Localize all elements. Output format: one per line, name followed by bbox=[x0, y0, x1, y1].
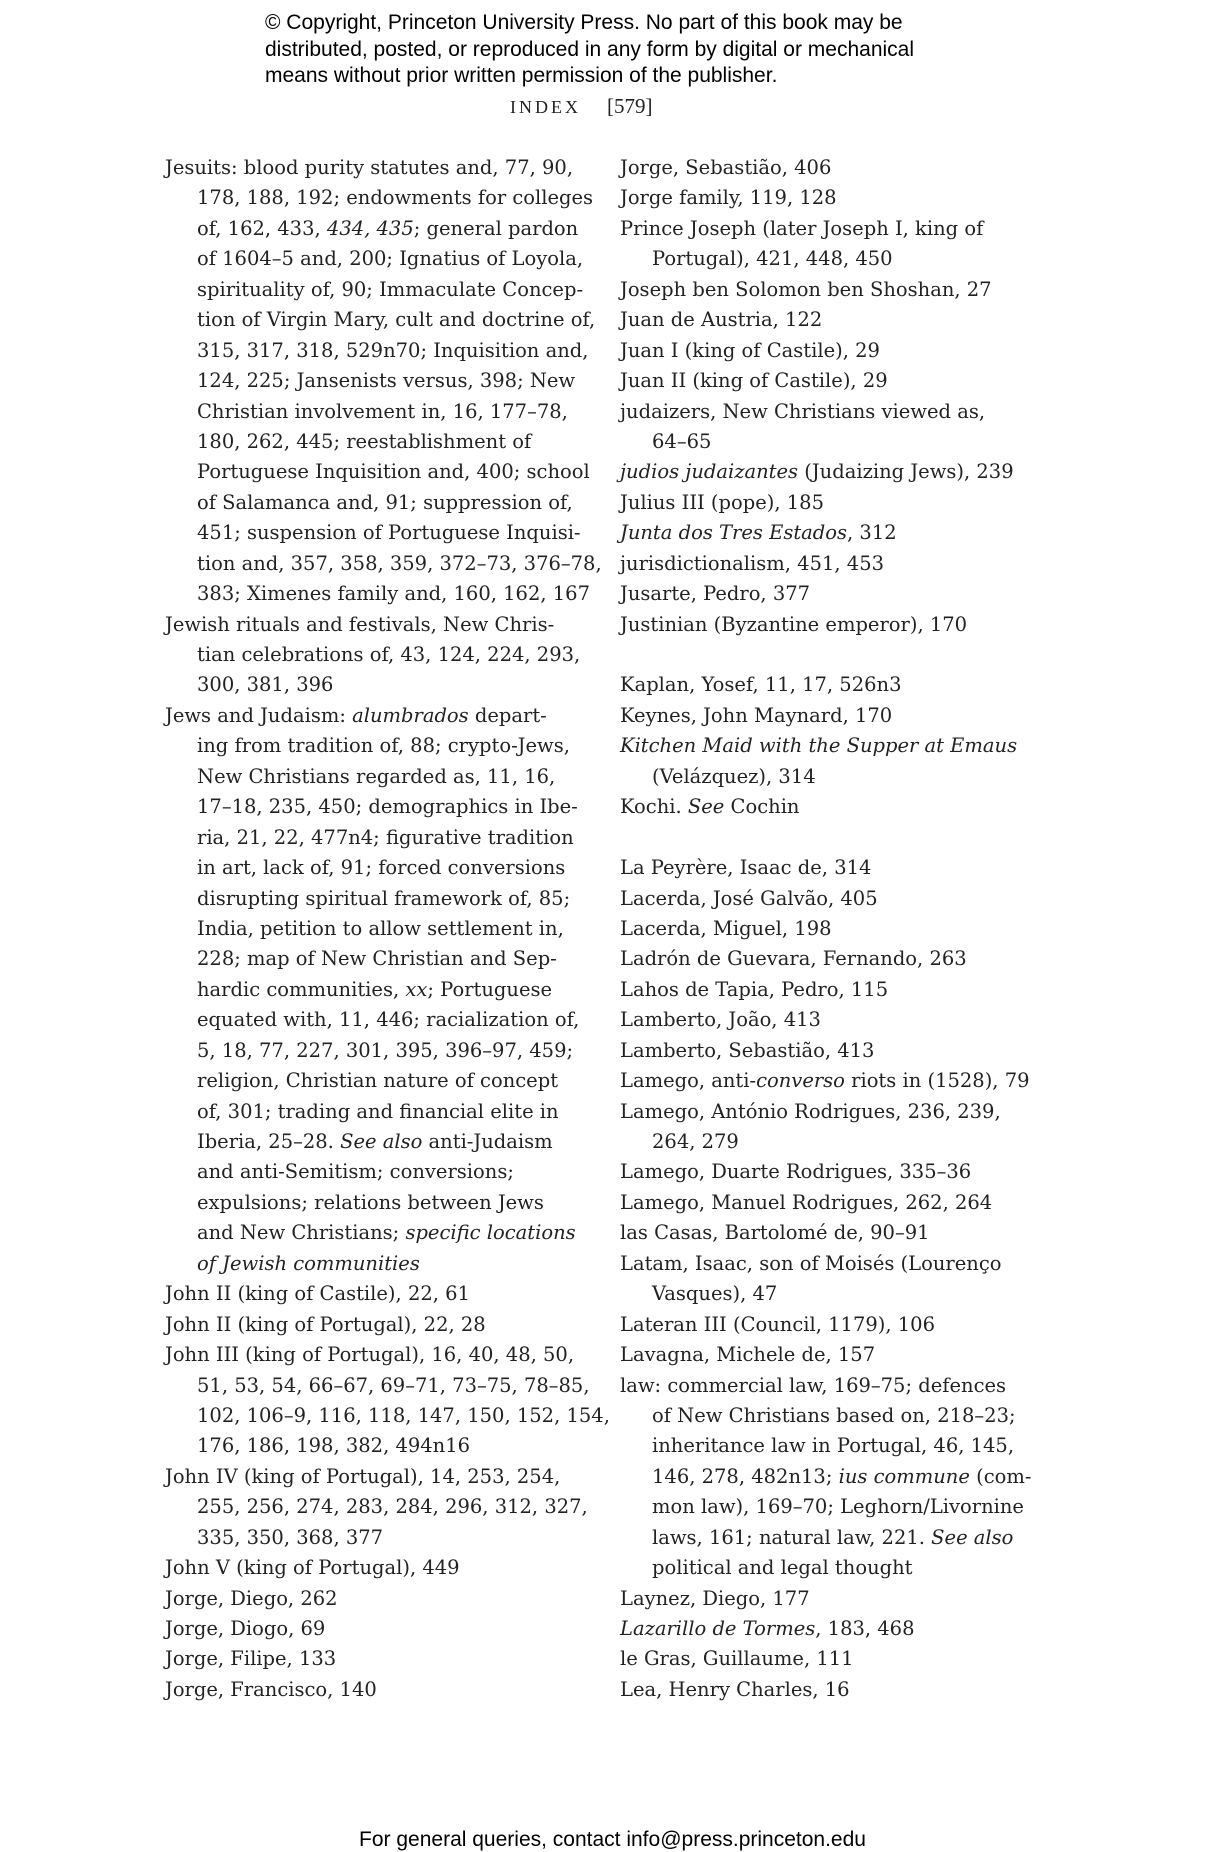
index-entry bbox=[620, 183, 1040, 213]
index-entry-heading: Lea, Henry Charles, 16 bbox=[620, 1677, 850, 1701]
index-entry-heading: Jusarte, Pedro, 377 bbox=[620, 582, 811, 606]
index-entry-continuation: ing from tradition of, 88; crypto-Jews, bbox=[197, 734, 570, 758]
index-entry-continuation: 64–65 bbox=[652, 429, 712, 453]
index-entry bbox=[620, 1188, 1040, 1218]
index-entry-heading: Jorge family, 119, 128 bbox=[620, 186, 837, 210]
index-entry-heading: La Peyrère, Isaac de, 314 bbox=[620, 856, 872, 880]
index-entry-continuation: 180, 262, 445; reestablishment of bbox=[197, 429, 532, 453]
copyright-line: © Copyright, Princeton University Press. No part of this book may be bbox=[265, 11, 903, 34]
index-entry bbox=[165, 1584, 585, 1614]
footer-contact: For general queries, contact info@press.princeton.edu bbox=[359, 1828, 866, 1851]
index-entry bbox=[165, 1553, 585, 1583]
index-entry-continuation: of, 301; trading and financial elite in bbox=[197, 1099, 559, 1123]
index-entry-continuation: mon law), 169–70; Leghorn/Livornine bbox=[652, 1495, 1024, 1519]
index-entry-heading: John IV (king of Portugal), 14, 253, 254, bbox=[165, 1464, 561, 1488]
index-entry-heading: Lamego, Manuel Rodrigues, 262, 264 bbox=[620, 1190, 993, 1214]
index-entry-continuation: and New Christians; specific locations bbox=[197, 1221, 576, 1245]
index-entry-heading: Jorge, Francisco, 140 bbox=[165, 1677, 377, 1701]
index-entry bbox=[620, 1005, 1040, 1035]
index-entry-continuation: Christian involvement in, 16, 177–78, bbox=[197, 399, 568, 423]
index-entry-heading: le Gras, Guillaume, 111 bbox=[620, 1647, 854, 1671]
running-head bbox=[510, 94, 653, 119]
index-entry-heading: Juan II (king of Castile), 29 bbox=[620, 369, 888, 393]
index-entry-heading: Jorge, Filipe, 133 bbox=[165, 1647, 337, 1671]
index-entry-heading: Laynez, Diego, 177 bbox=[620, 1586, 810, 1610]
index-entry-heading: Keynes, John Maynard, 170 bbox=[620, 703, 893, 727]
index-entry-heading: judaizers, New Christians viewed as, bbox=[620, 399, 986, 423]
index-entry bbox=[620, 1584, 1040, 1614]
index-entry-heading: Lamego, António Rodrigues, 236, 239, bbox=[620, 1099, 1001, 1123]
index-entry-heading: Junta dos Tres Estados, 312 bbox=[620, 521, 897, 545]
index-entry-heading: Kochi. See Cochin bbox=[620, 795, 800, 819]
index-entry-continuation: of Salamanca and, 91; suppression of, bbox=[197, 490, 573, 514]
index-entry-heading: Jorge, Diego, 262 bbox=[165, 1586, 338, 1610]
index-entry bbox=[620, 670, 1040, 700]
index-entry-heading: Lacerda, Miguel, 198 bbox=[620, 916, 832, 940]
index-entry bbox=[620, 1340, 1040, 1370]
index-entry-continuation: 178, 188, 192; endowments for colleges bbox=[197, 186, 594, 210]
index-entry-heading: Ladrón de Guevara, Fernando, 263 bbox=[620, 947, 967, 971]
index-entry-heading: Jorge, Diogo, 69 bbox=[165, 1617, 326, 1640]
index-entry-continuation: 335, 350, 368, 377 bbox=[197, 1525, 384, 1549]
index-entry-heading: John III (king of Portugal), 16, 40, 48, 50, bbox=[165, 1343, 575, 1367]
index-entry bbox=[620, 1675, 1040, 1705]
index-entry bbox=[620, 457, 1040, 487]
index-entry bbox=[620, 1097, 1040, 1158]
index-entry bbox=[620, 1249, 1040, 1310]
index-entry-continuation: Vasques), 47 bbox=[652, 1282, 778, 1306]
index-entry-continuation: disrupting spiritual framework of, 85; bbox=[197, 886, 571, 910]
index-entry-continuation: Iberia, 25–28. See also anti-Judaism bbox=[197, 1130, 553, 1153]
index-entry bbox=[165, 1614, 585, 1644]
copyright-notice bbox=[265, 10, 1025, 90]
index-entry-continuation: India, petition to allow settlement in, bbox=[197, 916, 564, 940]
index-entry-continuation: 176, 186, 198, 382, 494n16 bbox=[197, 1434, 471, 1458]
index-entry-heading: Prince Joseph (later Joseph I, king of bbox=[620, 216, 984, 240]
index-entry-continuation: in art, lack of, 91; forced conversions bbox=[197, 856, 566, 880]
index-entry bbox=[165, 1279, 585, 1309]
index-entry-heading: Jesuits: blood purity statutes and, 77, 90, bbox=[165, 156, 574, 179]
index-entry-continuation: tion and, 357, 358, 359, 372–73, 376–78, bbox=[197, 551, 602, 575]
index-entry-continuation: 451; suspension of Portuguese Inquisi- bbox=[197, 521, 581, 545]
index-entry bbox=[620, 488, 1040, 518]
index-entry bbox=[620, 884, 1040, 914]
index-entry-continuation: 5, 18, 77, 227, 301, 395, 396–97, 459; bbox=[197, 1038, 574, 1062]
index-entry bbox=[620, 397, 1040, 458]
index-entry-heading: Lamego, anti-converso riots in (1528), 79 bbox=[620, 1069, 1030, 1093]
index-entry-continuation: political and legal thought bbox=[652, 1556, 913, 1580]
index-entry-continuation: laws, 161; natural law, 221. See also bbox=[652, 1525, 1014, 1549]
index-entry-heading: Lacerda, José Galvão, 405 bbox=[620, 886, 878, 910]
index-entry-heading: Jorge, Sebastião, 406 bbox=[620, 156, 832, 179]
index-entry bbox=[620, 944, 1040, 974]
index-entry-continuation: equated with, 11, 446; racialization of, bbox=[197, 1008, 580, 1032]
index-entry-heading: Lamego, Duarte Rodrigues, 335–36 bbox=[620, 1160, 972, 1184]
index-entry bbox=[165, 701, 585, 1279]
index-entry-continuation: tian celebrations of, 43, 124, 224, 293, bbox=[197, 643, 581, 666]
index-entry-heading: Lahos de Tapia, Pedro, 115 bbox=[620, 977, 889, 1001]
index-entry bbox=[620, 579, 1040, 609]
index-entry-heading: Latam, Isaac, son of Moisés (Lourenço bbox=[620, 1251, 1002, 1275]
index-entry-heading: jurisdictionalism, 451, 453 bbox=[620, 551, 885, 575]
index-entry-continuation: of New Christians based on, 218–23; bbox=[652, 1403, 1016, 1427]
index-entry-continuation: tion of Virgin Mary, cult and doctrine of, bbox=[197, 308, 596, 332]
index-entry-continuation: 383; Ximenes family and, 160, 162, 167 bbox=[197, 582, 590, 606]
index-entry bbox=[620, 975, 1040, 1005]
index-entry-continuation: of Jewish communities bbox=[197, 1251, 420, 1275]
index-entry bbox=[620, 1218, 1040, 1248]
index-entry bbox=[620, 1310, 1040, 1340]
index-entry-continuation: inheritance law in Portugal, 46, 145, bbox=[652, 1434, 1015, 1458]
index-entry-continuation: 228; map of New Christian and Sep- bbox=[197, 947, 557, 971]
index-entry bbox=[620, 153, 1040, 183]
index-entry-continuation: 124, 225; Jansenists versus, 398; New bbox=[197, 369, 576, 393]
index-entry-heading: Kaplan, Yosef, 11, 17, 526n3 bbox=[620, 673, 902, 697]
index-entry-heading: Lateran III (Council, 1179), 106 bbox=[620, 1312, 935, 1336]
index-entry-heading: John II (king of Portugal), 22, 28 bbox=[165, 1312, 486, 1336]
index-entry bbox=[620, 701, 1040, 731]
index-entry-heading: Lamberto, João, 413 bbox=[620, 1008, 821, 1032]
index-entry bbox=[165, 1675, 585, 1705]
index-entry bbox=[165, 153, 602, 610]
index-entry-continuation: 255, 256, 274, 283, 284, 296, 312, 327, bbox=[197, 1495, 588, 1519]
index-entry-heading: Lavagna, Michele de, 157 bbox=[620, 1343, 876, 1367]
index-entry-heading: judios judaizantes (Judaizing Jews), 239 bbox=[620, 460, 1014, 484]
index-entry-continuation: 51, 53, 54, 66–67, 69–71, 73–75, 78–85, bbox=[197, 1373, 590, 1397]
index-entry-heading: Lamberto, Sebastião, 413 bbox=[620, 1038, 875, 1062]
index-entry-continuation: expulsions; relations between Jews bbox=[197, 1190, 544, 1214]
index-entry bbox=[165, 1644, 585, 1674]
copyright-line: distributed, posted, or reproduced in any form by digital or mechanical bbox=[265, 37, 915, 61]
index-entry bbox=[620, 1644, 1040, 1674]
index-entry bbox=[620, 1036, 1040, 1066]
index-entry bbox=[620, 366, 1040, 396]
page-number: [579] bbox=[607, 94, 653, 118]
index-entry bbox=[620, 275, 1040, 305]
index-entry-continuation: hardic communities, xx; Portuguese bbox=[197, 977, 553, 1001]
running-head-title: INDEX bbox=[510, 97, 581, 117]
index-entry-heading: Kitchen Maid with the Supper at Emaus bbox=[620, 734, 1018, 758]
index-entry bbox=[620, 518, 1040, 548]
index-entry bbox=[165, 1462, 588, 1553]
index-entry-continuation: (Velázquez), 314 bbox=[652, 764, 816, 788]
index-entry-continuation: 102, 106–9, 116, 118, 147, 150, 152, 154, bbox=[197, 1403, 610, 1427]
index-entry-continuation: New Christians regarded as, 11, 16, bbox=[197, 764, 556, 788]
index-entry-heading: John II (king of Castile), 22, 61 bbox=[165, 1282, 470, 1306]
index-entry bbox=[165, 1310, 585, 1340]
index-entry-heading: Lazarillo de Tormes, 183, 468 bbox=[620, 1617, 915, 1640]
index-entry-heading: Juan de Austria, 122 bbox=[620, 308, 823, 332]
index-entry-heading: law: commercial law, 169–75; defences bbox=[620, 1373, 1007, 1397]
copyright-line: means without prior written permission of the publisher. bbox=[265, 64, 778, 87]
index-entry-continuation: ria, 21, 22, 477n4; figurative tradition bbox=[197, 825, 574, 849]
index-entry-continuation: Portuguese Inquisition and, 400; school bbox=[197, 460, 590, 484]
index-entry bbox=[620, 336, 1040, 366]
index-entry-heading: Jewish rituals and festivals, New Chris- bbox=[165, 612, 555, 636]
index-entry-heading: Jews and Judaism: alumbrados depart- bbox=[165, 703, 547, 727]
index-entry bbox=[620, 1157, 1040, 1187]
index-entry bbox=[620, 549, 1040, 579]
index-entry bbox=[620, 1371, 1040, 1584]
index-entry bbox=[620, 914, 1040, 944]
index-entry-heading: Joseph ben Solomon ben Shoshan, 27 bbox=[620, 277, 992, 301]
index-entry bbox=[620, 853, 1040, 883]
index-entry-heading: las Casas, Bartolomé de, 90–91 bbox=[620, 1221, 930, 1245]
index-entry-continuation: of, 162, 433, 434, 435; general pardon bbox=[197, 216, 579, 240]
index-entry bbox=[620, 214, 1040, 275]
index-entry-continuation: 17–18, 235, 450; demographics in Ibe- bbox=[197, 795, 578, 819]
index-entry-continuation: 315, 317, 318, 529n70; Inquisition and, bbox=[197, 338, 589, 362]
index-entry-heading: John V (king of Portugal), 449 bbox=[165, 1556, 460, 1580]
index-entry-continuation: Portugal), 421, 448, 450 bbox=[652, 247, 893, 271]
index-entry bbox=[620, 610, 1040, 640]
index-entry bbox=[620, 305, 1040, 335]
index-entry bbox=[165, 1340, 610, 1462]
index-entry-heading: Julius III (pope), 185 bbox=[620, 490, 824, 514]
index-column-left bbox=[165, 153, 610, 1705]
letter-section-gap bbox=[620, 823, 1040, 853]
index-entry-continuation: 300, 381, 396 bbox=[197, 673, 334, 697]
index-entry bbox=[620, 792, 1040, 822]
index-entry bbox=[620, 1614, 1040, 1644]
index-entry-continuation: religion, Christian nature of concept bbox=[197, 1069, 559, 1093]
index-column-right bbox=[620, 153, 1040, 1705]
index-entry-continuation: 264, 279 bbox=[652, 1130, 739, 1153]
index-entry-continuation: 146, 278, 482n13; ius commune (com- bbox=[652, 1464, 1032, 1488]
index-entry-continuation: spirituality of, 90; Immaculate Concep- bbox=[197, 277, 584, 301]
index-entry-continuation: and anti-Semitism; conversions; bbox=[197, 1160, 514, 1184]
index-entry bbox=[620, 731, 1040, 792]
letter-section-gap bbox=[620, 640, 1040, 670]
index-entry-continuation: of 1604–5 and, 200; Ignatius of Loyola, bbox=[197, 247, 584, 271]
index-entry bbox=[165, 610, 585, 701]
index-entry bbox=[620, 1066, 1040, 1096]
index-entry-heading: Justinian (Byzantine emperor), 170 bbox=[620, 612, 968, 636]
index-entry-heading: Juan I (king of Castile), 29 bbox=[620, 338, 880, 362]
